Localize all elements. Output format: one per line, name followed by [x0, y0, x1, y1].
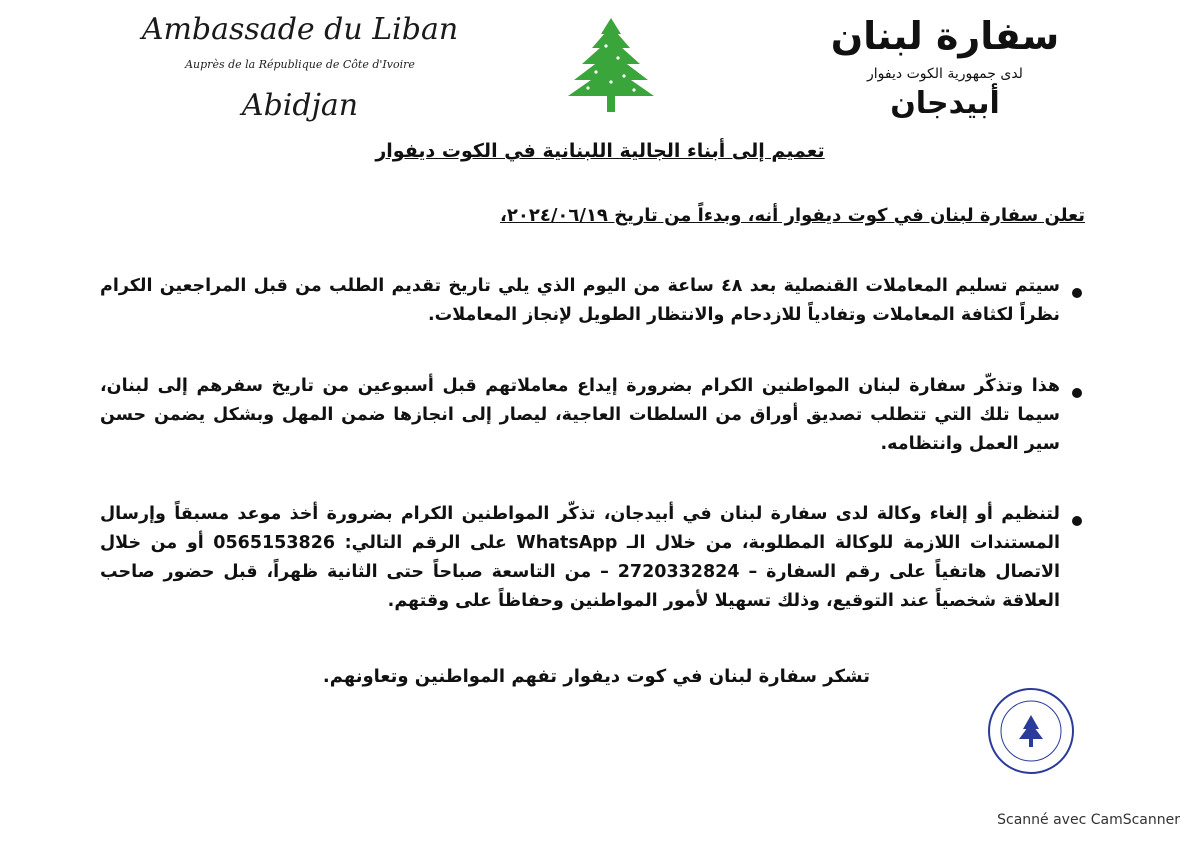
embassy-name-fr: Ambassade du Liban [141, 12, 459, 47]
paragraph-deposit-reminder: هذا وتذكّر سفارة لبنان المواطنين الكرام بضرورة إيداع معاملاتهم قبل أسبوعين من تاريخ سفرهم إلى لبنان، سيما تلك التي تتطلب تصديق أوراق من السلطات العاجية، ليصار إلى انجازها ضمن المهل وبشكل يضمن حسن سير العمل وانتظامه. [100, 376, 1060, 454]
scanner-watermark: Scanné avec CamScanner [997, 812, 1180, 828]
embassy-subtitle-fr: Auprès de la République de Côte d'Ivoire [185, 58, 415, 71]
bullet-icon [1072, 288, 1082, 298]
circular-heading: تعميم إلى أبناء الجالية اللبنانية في الكوت ديفوار [375, 140, 825, 162]
bullet-icon [1072, 388, 1082, 398]
embassy-stamp-icon [985, 685, 1077, 777]
paragraph-power-of-attorney: لتنظيم أو إلغاء وكالة لدى سفارة لبنان في أبيدجان، تذكّر المواطنين الكرام بضرورة أخذ موعد مسبقاً وإرسال المستندات اللازمة للوكالة المطلوبة، من خلال الـ WhatsApp على الرقم التالي: 0565153826 أو من خلال الاتصال هاتفياً على رقم السفارة – 2720332824 – من التاسعة صباحاً حتى الثانية ظهراً، قبل حضور صاحب العلاقة شخصياً عند التوقيع، وذلك تسهيلا لأمور المواطنين وحفاظاً على وقتهم. [100, 504, 1061, 611]
cedar-logo-icon [566, 16, 656, 116]
embassy-city-ar: أبيدجان [890, 86, 1000, 121]
paragraph-delivery: سيتم تسليم المعاملات القنصلية بعد ٤٨ ساعة من اليوم الذي يلي تاريخ تقديم الطلب من قبل المراجعين الكرام نظراً لكثافة المعاملات وتفادياً للازدحام والانتظار الطويل لإنجاز المعاملات. [100, 276, 1060, 325]
embassy-city-fr: Abidjan [241, 88, 359, 123]
intro-line: تعلن سفارة لبنان في كوت ديفوار أنه، وبدءاً من تاريخ ٢٠٢٤/٠٦/١٩، [500, 205, 1085, 226]
bullet-icon [1072, 516, 1082, 526]
embassy-subtitle-ar: لدى جمهورية الكوت ديفوار [867, 66, 1023, 82]
closing-thanks: تشكر سفارة لبنان في كوت ديفوار تفهم المواطنين وتعاونهم. [322, 666, 870, 687]
embassy-name-ar: سفارة لبنان [830, 14, 1060, 58]
